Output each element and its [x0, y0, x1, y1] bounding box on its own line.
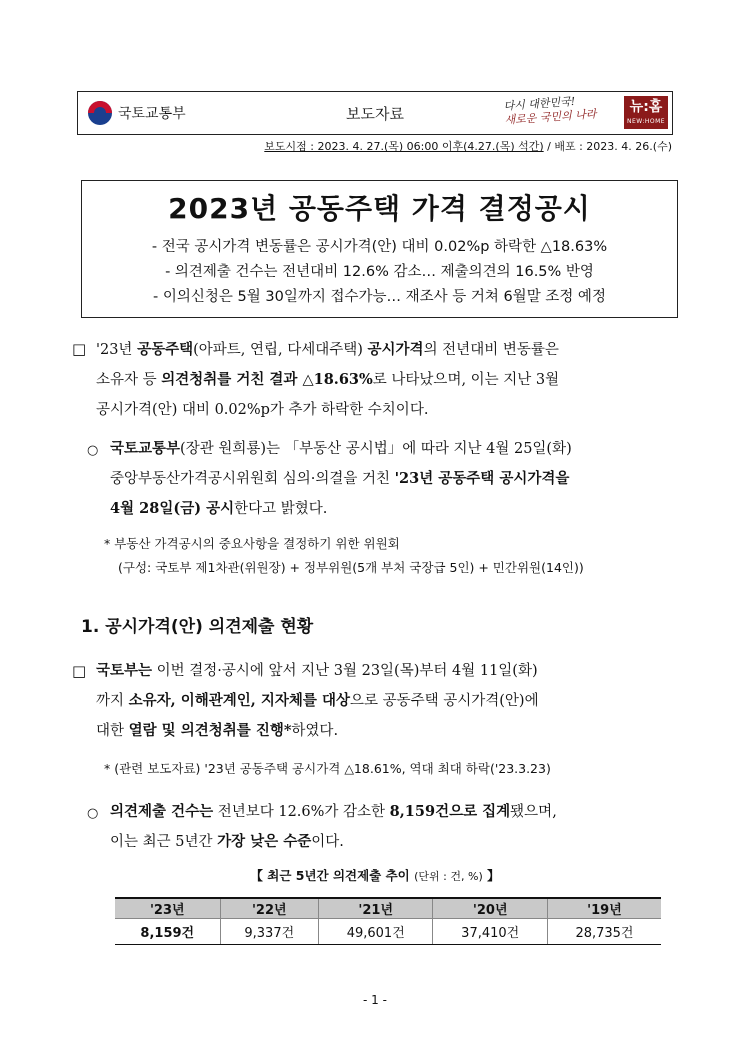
logo-main-text: 뉴:홈 [629, 99, 663, 115]
header-cell: '21년 [319, 898, 433, 919]
headline-title: 2023년 공동주택 가격 결정공시 [168, 192, 591, 225]
p4-line-2 [110, 827, 690, 857]
p3-line-2 [96, 686, 686, 716]
table-row [115, 919, 661, 945]
p1-text: '23년 [96, 342, 138, 358]
press-release-label: 보도자료 [346, 104, 404, 123]
subtitle-2: - 의견제출 건수는 전년대비 12.6% 감소… 제출의견의 16.5% 반영 [165, 264, 594, 280]
value-cell: 37,410건 [433, 919, 547, 945]
ministry-block [88, 101, 258, 125]
header-cell: '23년 [115, 898, 220, 919]
p2-line-2 [110, 464, 690, 494]
p2-bold: '23년 공동주택 공시가격을 [394, 470, 570, 487]
note-related-release [104, 757, 694, 781]
p1-text: (아파트, 연립, 다세대주택) [193, 342, 368, 358]
slogan-line-1: 다시 대한민국! [503, 94, 576, 113]
p1-bold: 공동주택 [137, 341, 194, 358]
p4-text: 됐으며, [510, 804, 557, 820]
new-home-logo [624, 96, 668, 129]
circle-bullet-2: ○ [87, 806, 99, 821]
subtitle-1: - 전국 공시가격 변동률은 공시가격(안) 대비 0.02%p 하락한 △18.63% [151, 239, 608, 255]
p1-line-3: 공시가격(안) 대비 0.02%p가 추가 하락한 수치이다. [96, 402, 429, 418]
note-mark: * [104, 761, 111, 776]
note-1-line-2: (구성: 국토부 제1차관(위원장) + 정부위원(5개 부처 국장급 5인) + 민간위원(14인)) [118, 560, 584, 575]
p2-text: 한다고 밝혔다. [234, 501, 328, 517]
p3-bold: 소유자, 이해관계인, 지자체를 대상 [128, 692, 350, 709]
subtitle-3: - 이의신청은 5월 30일까지 접수가능… 재조사 등 거쳐 6월말 조정 예정 [153, 289, 606, 305]
slogan [503, 92, 615, 128]
table-header-row [115, 898, 661, 919]
section-1-title: 1. 공시가격(안) 의견제출 현황 [81, 617, 314, 637]
header-cell: '19년 [547, 898, 661, 919]
p4-bold: 의견제출 건수는 [110, 803, 214, 820]
p1-text: 소유자 등 [96, 372, 162, 388]
p3-bold: 국토부는 [96, 662, 153, 679]
release-timing [264, 138, 672, 154]
p1-bold: 의견청취를 거친 결과 △18.63% [161, 371, 373, 388]
p3-line-3 [96, 716, 686, 746]
value-cell: 49,601건 [319, 919, 433, 945]
p4-bold: 가장 낮은 수준 [217, 833, 312, 850]
p1-text: 로 나타났으며, 이는 지난 3월 [372, 372, 560, 388]
paragraph-2 [110, 434, 690, 524]
note-1-text: 부동산 가격공시의 중요사항을 결정하기 위한 위원회 [114, 536, 400, 551]
note-2-text: (관련 보도자료) '23년 공동주택 공시가격 △18.61%, 역대 최대 하락('23.3.23) [114, 761, 551, 776]
p2-text: (장관 원희룡)는 「부동산 공시법」에 따라 지난 4월 25일(화) [180, 441, 572, 457]
p3-text: 대한 [96, 723, 129, 739]
p2-bold: 4월 28일(금) 공시 [110, 500, 235, 517]
p4-line-1 [110, 797, 690, 827]
paragraph-1 [96, 335, 686, 425]
box-bullet-1: □ [72, 340, 87, 358]
p4-text: 이는 최근 5년간 [110, 834, 218, 850]
table-caption-end: 】 [482, 868, 500, 883]
note-1-line-1 [104, 532, 694, 556]
logo-sub-text: NEW:HOME [626, 118, 666, 125]
value-cell: 28,735건 [547, 919, 661, 945]
p3-text: 까지 [96, 693, 129, 709]
press-header [77, 91, 673, 135]
objection-trend-table [115, 897, 661, 945]
p1-line-2 [96, 365, 686, 395]
header-cell: '20년 [433, 898, 547, 919]
government-emblem-icon [88, 101, 112, 125]
release-embargo: 보도시점 : 2023. 4. 27.(목) 06:00 이후(4.27.(목) 석간) [264, 140, 544, 153]
headline-subtitles [82, 235, 677, 310]
table-caption-text: 【 최근 5년간 의견제출 추이 [250, 868, 415, 883]
p2-bold: 국토교통부 [110, 440, 181, 457]
table-caption [0, 866, 750, 884]
p4-text: 이다. [311, 834, 344, 850]
p2-text: 중앙부동산가격공시위원회 심의·의결을 거친 [110, 471, 395, 487]
note-committee [104, 532, 694, 580]
value-cell: 8,159건 [115, 919, 220, 945]
p4-bold: 8,159건으로 집계 [389, 803, 511, 820]
p1-text: 의 전년대비 변동률은 [423, 342, 559, 358]
ministry-name: 국토교통부 [118, 106, 186, 122]
headline-box [81, 180, 678, 318]
table-unit: (단위 : 건, %) [414, 870, 483, 883]
value-cell: 9,337건 [220, 919, 318, 945]
header-cell: '22년 [220, 898, 318, 919]
paragraph-4 [110, 797, 690, 857]
box-bullet-2: □ [72, 662, 87, 680]
p3-bold: 열람 및 의견청취를 진행* [128, 722, 292, 739]
paragraph-3 [96, 656, 686, 746]
circle-bullet-1: ○ [87, 443, 99, 458]
p2-line-3 [110, 494, 690, 524]
p3-text: 이번 결정·공시에 앞서 지난 3월 23일(목)부터 4월 11일(화) [152, 663, 538, 679]
p1-line-1 [96, 335, 686, 365]
page-number: - 1 - [363, 993, 387, 1007]
p3-text: 으로 공동주택 공시가격(안)에 [349, 693, 539, 709]
p4-text: 전년보다 12.6%가 감소한 [213, 804, 390, 820]
p1-bold: 공시가격 [367, 341, 424, 358]
p3-text: 하였다. [291, 723, 339, 739]
p2-line-1 [110, 434, 690, 464]
release-distribution: / 배포 : 2023. 4. 26.(수) [543, 140, 672, 153]
p3-line-1 [96, 656, 686, 686]
slogan-line-2: 새로운 국민의 나라 [504, 107, 597, 127]
note-mark: * [104, 536, 111, 551]
